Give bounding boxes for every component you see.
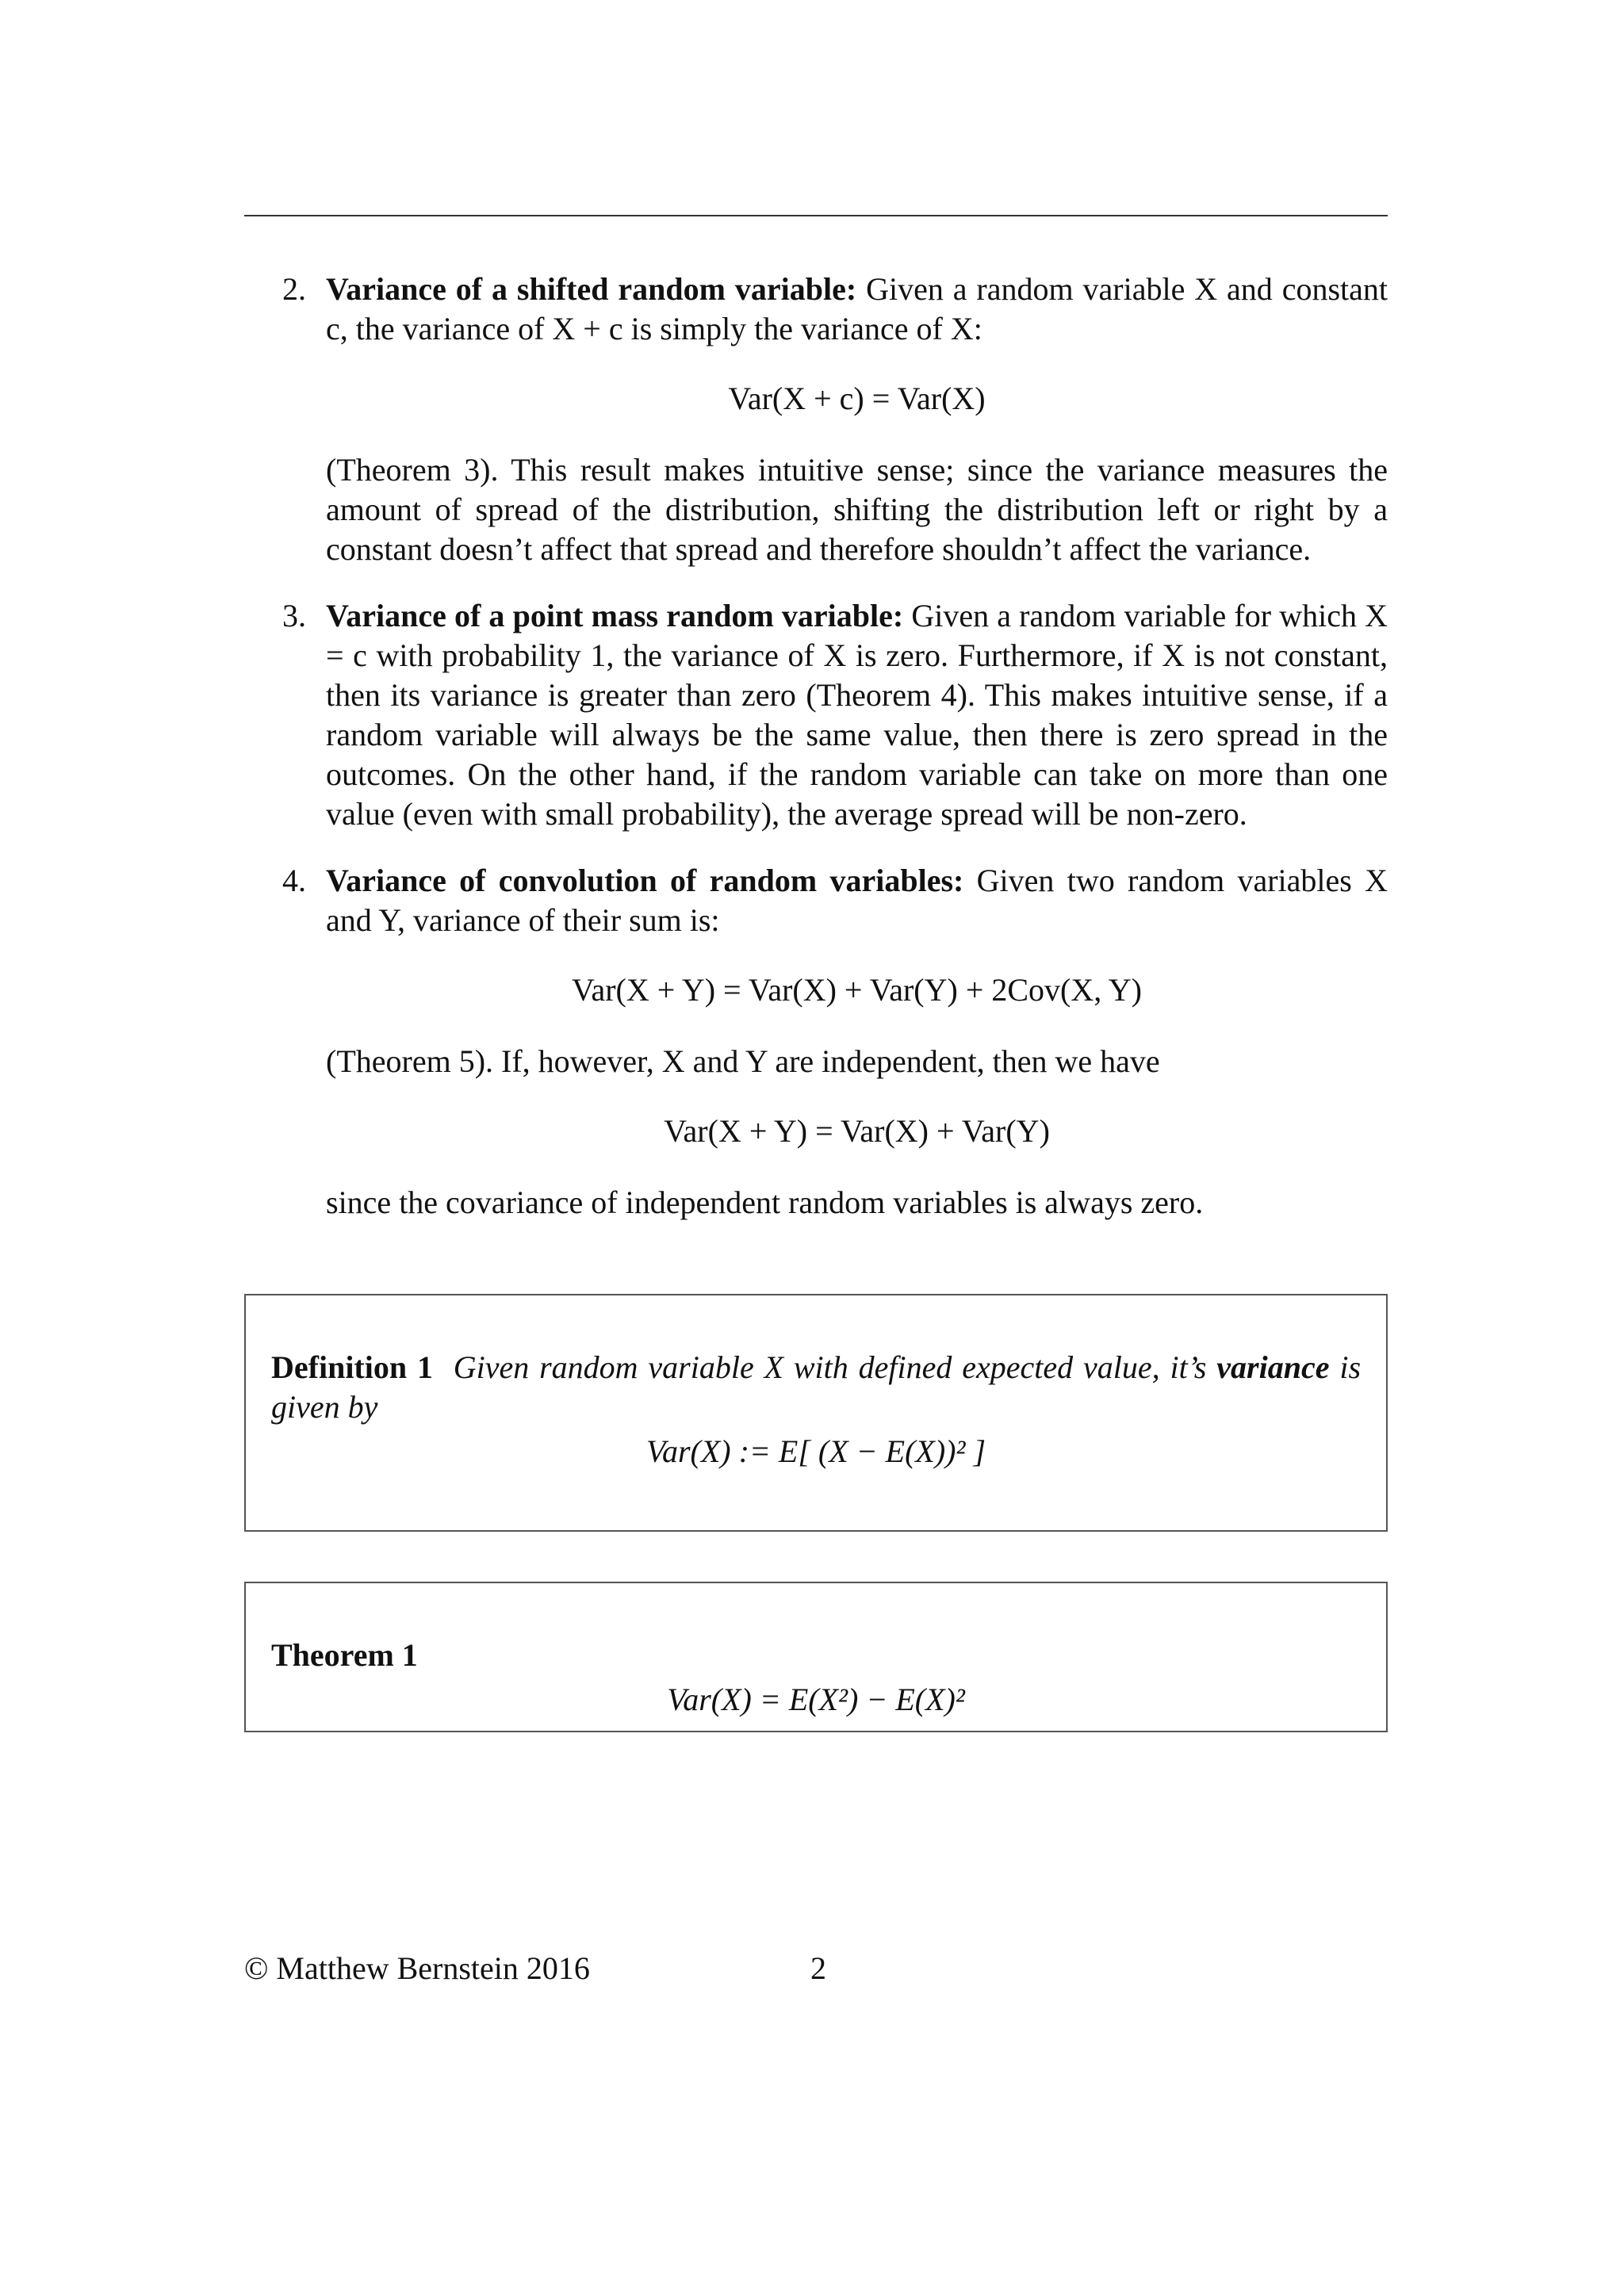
- definition-term: variance: [1216, 1349, 1330, 1385]
- main-content: [244, 270, 1388, 1249]
- item-number: 3.: [282, 598, 306, 633]
- item-after: since the covariance of independent random variables is always zero.: [326, 1184, 1204, 1220]
- item-intro: Given a random variable X and constant c, the variance of X + c is simply the variance of X:: [326, 271, 1388, 346]
- item-intro: Given a random variable for which X = c with probability 1, the variance of X is zero. Furthermore, if X is not constant, then its variance is greater than zero (Theorem 4). This makes intuitive sense, if a random variable will always be the same value, then there is zero spread in the outcomes. On the other hand, if the random variable can take on more than one value (even with small probability), the average spread will be non-zero.: [326, 598, 1388, 832]
- definition-box: [244, 1294, 1388, 1532]
- theorem-equation: Var(X) = E(X²) − E(X)²: [667, 1682, 965, 1717]
- item-number: 2.: [282, 271, 306, 307]
- item-number: 4.: [282, 863, 306, 898]
- page-number: 2: [810, 1950, 826, 1986]
- theorem-head: Theorem 1: [271, 1637, 418, 1673]
- equation: Var(X + Y) = Var(X) + Var(Y): [664, 1113, 1050, 1149]
- definition-text: Given random variable X with defined expected value, it’s: [453, 1349, 1207, 1385]
- header-rule: [244, 215, 1388, 216]
- definition-text-after: is given by: [271, 1349, 1362, 1425]
- definition-head: Definition 1: [271, 1349, 433, 1385]
- item-after: (Theorem 3). This result makes intuitive sense; since the variance measures the amount of spread of the distribution, shifting the distribution left or right by a constant doesn’t affect that spread and therefore shouldn’t affect the variance.: [326, 452, 1388, 567]
- definition-body: [271, 1348, 1361, 1471]
- theorem-box: [244, 1582, 1388, 1732]
- item-middle: (Theorem 5). If, however, X and Y are independent, then we have: [326, 1043, 1160, 1079]
- list-item: [244, 270, 1388, 569]
- item-lead: Variance of convolution of random variables:: [326, 863, 964, 898]
- definition-equation: Var(X) := E[ (X − E(X))² ]: [645, 1433, 986, 1469]
- item-lead: Variance of a point mass random variable:: [326, 598, 904, 633]
- footer-copyright: © Matthew Bernstein 2016: [244, 1950, 590, 1986]
- list-item: [244, 861, 1388, 1223]
- item-intro: Given two random variables X and Y, variance of their sum is:: [326, 863, 1388, 938]
- property-list: [244, 270, 1388, 1223]
- list-item: [244, 596, 1388, 834]
- theorem-body: [271, 1636, 1361, 1720]
- equation: Var(X + Y) = Var(X) + Var(Y) + 2Cov(X, Y): [572, 972, 1142, 1008]
- item-lead: Variance of a shifted random variable:: [326, 271, 857, 307]
- equation: Var(X + c) = Var(X): [728, 381, 986, 416]
